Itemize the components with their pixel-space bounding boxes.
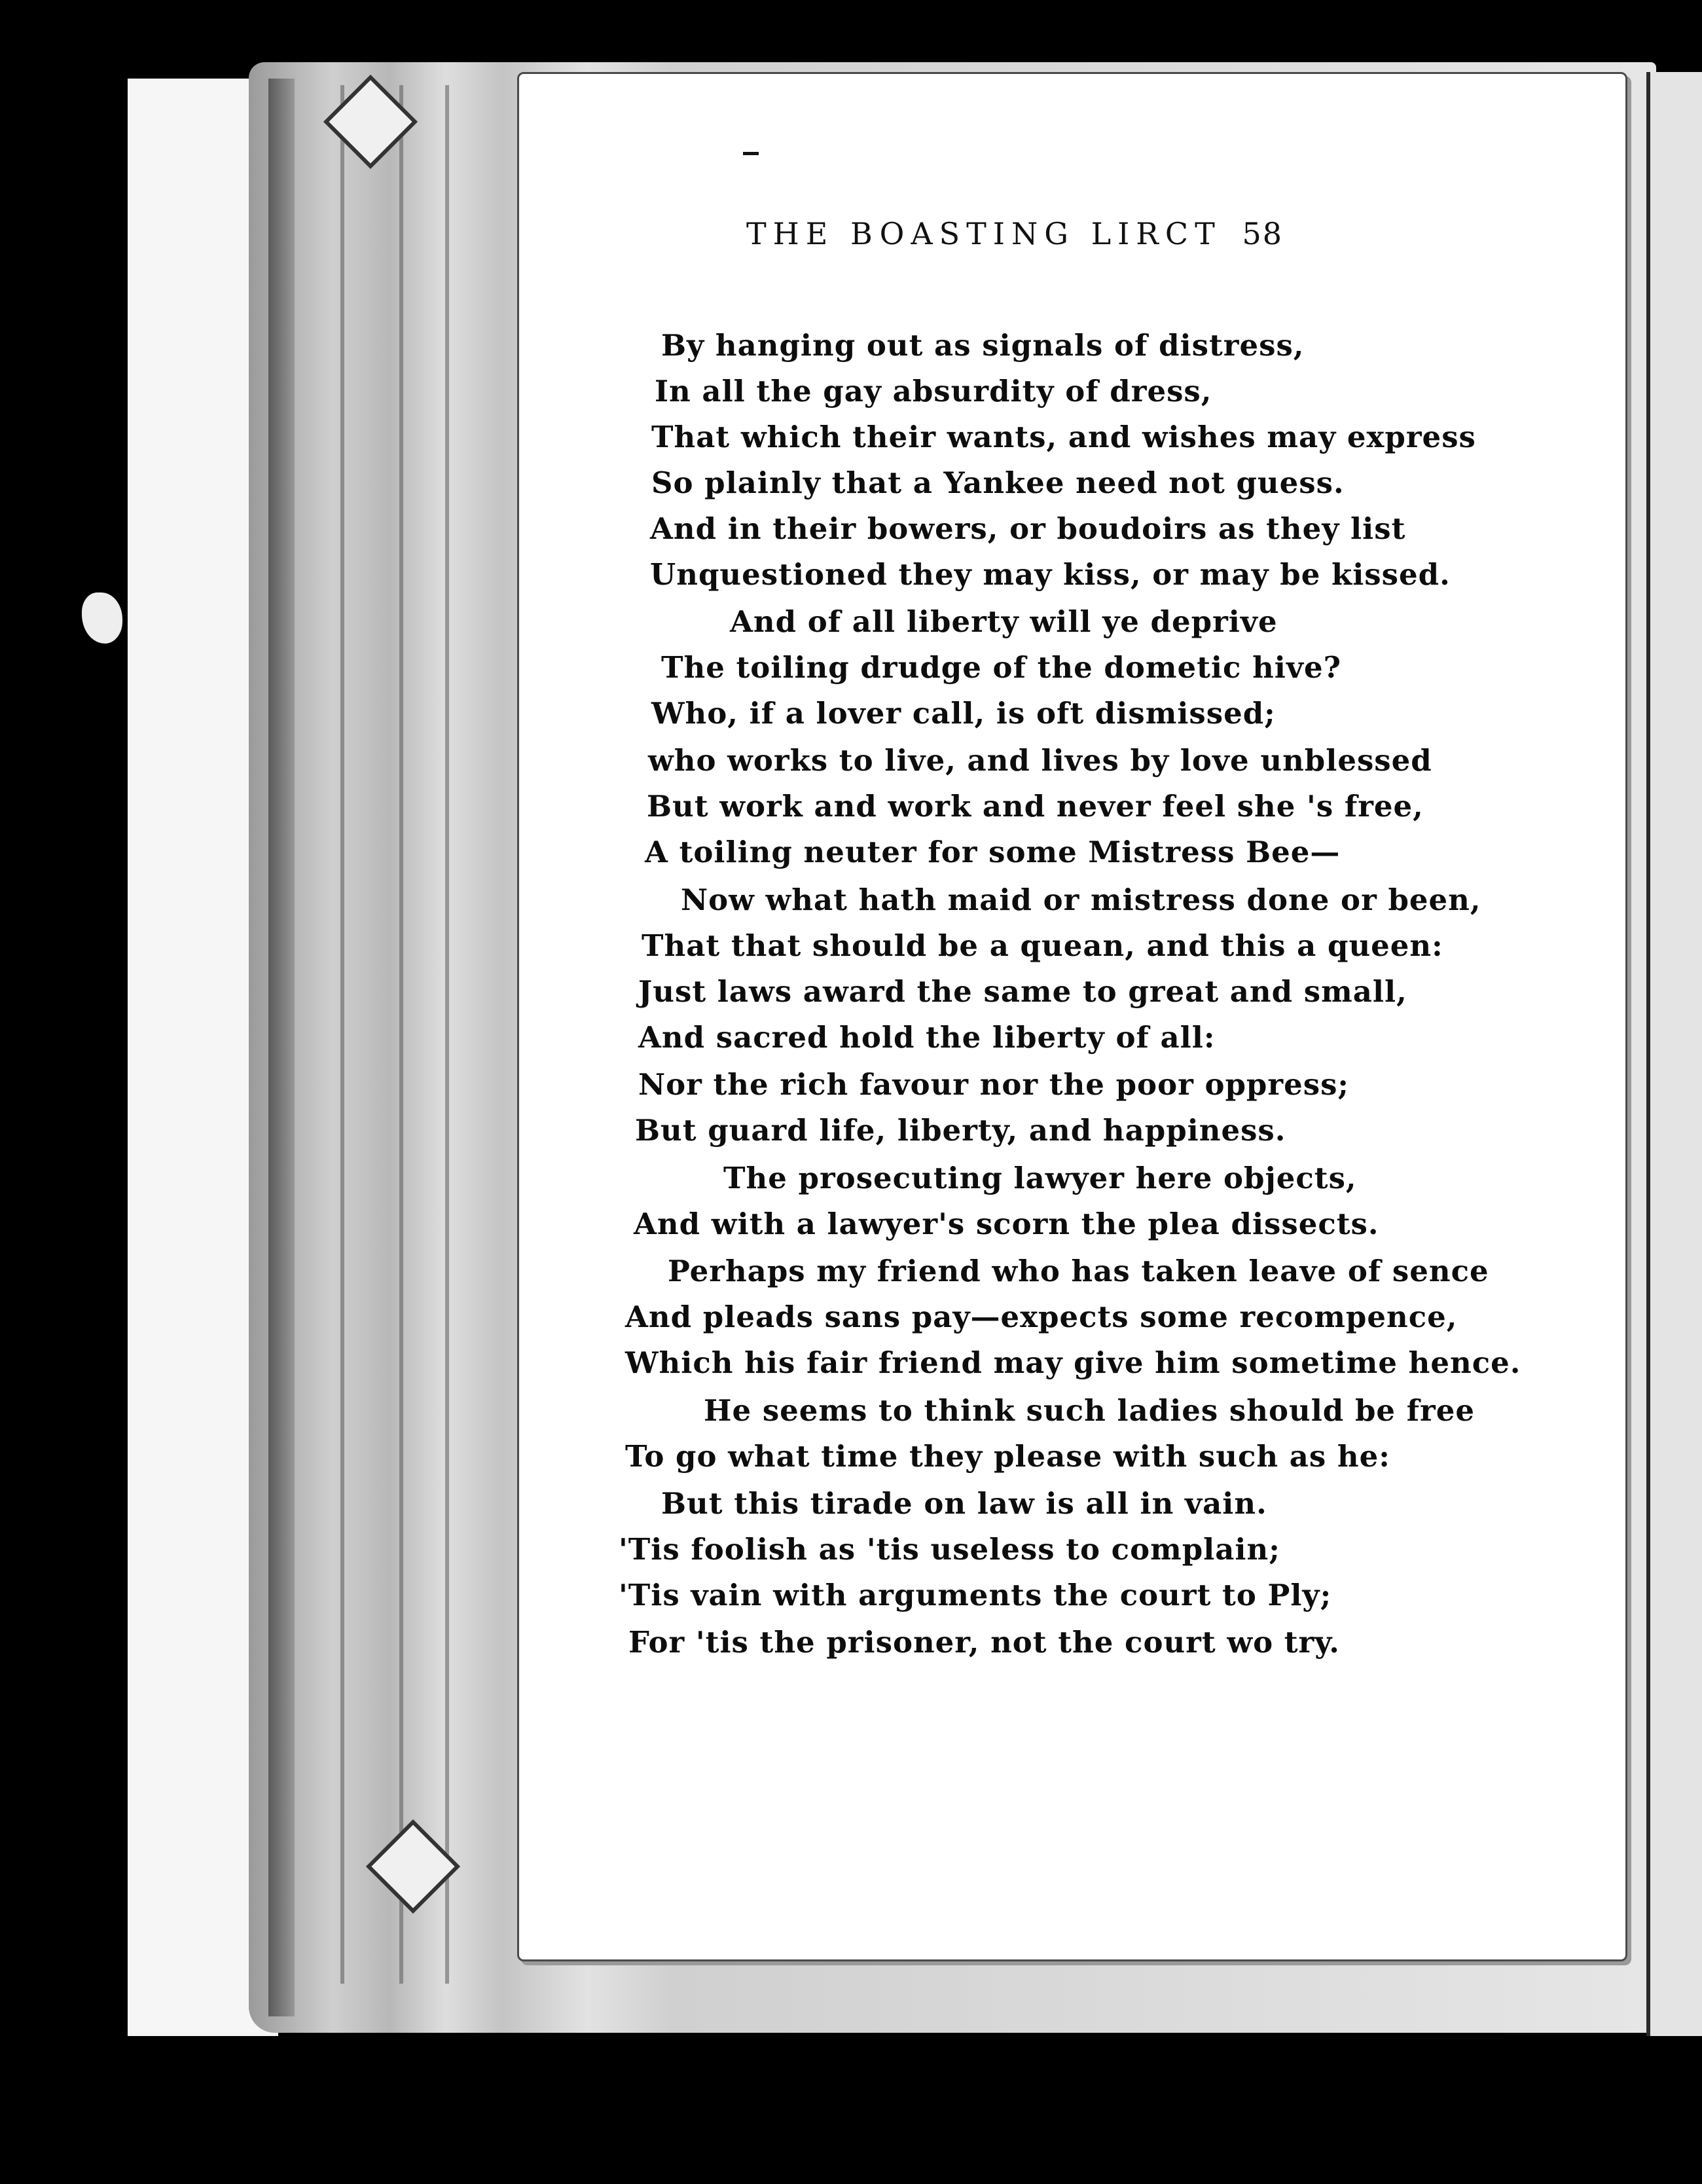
poem-line: That that should be a quean, and this a queen: — [642, 928, 1443, 963]
poem-line: But work and work and never feel she 's free, — [647, 789, 1424, 824]
poem-line: In all the gay absurdity of dress, — [655, 374, 1212, 409]
poem-line: Nor the rich favour nor the poor oppress; — [638, 1067, 1350, 1102]
poem-line: Just laws award the same to great and small, — [638, 974, 1407, 1009]
poem-line: For 'tis the prisoner, not the court wo try. — [628, 1625, 1340, 1660]
poem-line: To go what time they please with such as he: — [625, 1439, 1390, 1474]
poem-line: who works to live, and lives by love unblessed — [648, 743, 1432, 778]
poem-line: He seems to think such ladies should be free — [704, 1393, 1476, 1428]
poem-line: The toiling drudge of the dometic hive? — [661, 650, 1342, 685]
poem-line: 'Tis foolish as 'tis useless to complain; — [619, 1532, 1280, 1567]
poem-line: And sacred hold the liberty of all: — [638, 1020, 1216, 1055]
poem-line: Perhaps my friend who has taken leave of sence — [668, 1254, 1489, 1288]
poem-line: And in their bowers, or boudoirs as they list — [650, 511, 1406, 546]
poem-line: A toiling neuter for some Mistress Bee— — [645, 835, 1341, 869]
poem-line: So plainly that a Yankee need not guess. — [651, 465, 1345, 500]
poem-line: And of all liberty will ye deprive — [730, 604, 1278, 639]
page-number: 58 — [1242, 216, 1283, 251]
poem-line: Now what hath maid or mistress done or been, — [681, 883, 1481, 917]
poem-line: And pleads sans pay—expects some recompence, — [625, 1300, 1458, 1334]
poem-line: By hanging out as signals of distress, — [661, 328, 1305, 363]
poem-line: But this tirade on law is all in vain. — [661, 1486, 1267, 1521]
poem-line: 'Tis vain with arguments the court to Ply; — [619, 1578, 1332, 1612]
running-head-title: THE BOASTING LIRCT — [746, 216, 1222, 251]
poem-line: The prosecuting lawyer here objects, — [723, 1161, 1357, 1195]
poem-line: But guard life, liberty, and happiness. — [635, 1113, 1286, 1148]
poem-line: That which their wants, and wishes may express — [651, 420, 1476, 454]
poem-line: And with a lawyer's scorn the plea dissects. — [634, 1207, 1379, 1241]
poem-line: Which his fair friend may give him sometime hence. — [625, 1345, 1521, 1380]
poem-line: Unquestioned they may kiss, or may be kissed. — [650, 557, 1451, 592]
poem-line: Who, if a lover call, is oft dismissed; — [651, 696, 1276, 731]
